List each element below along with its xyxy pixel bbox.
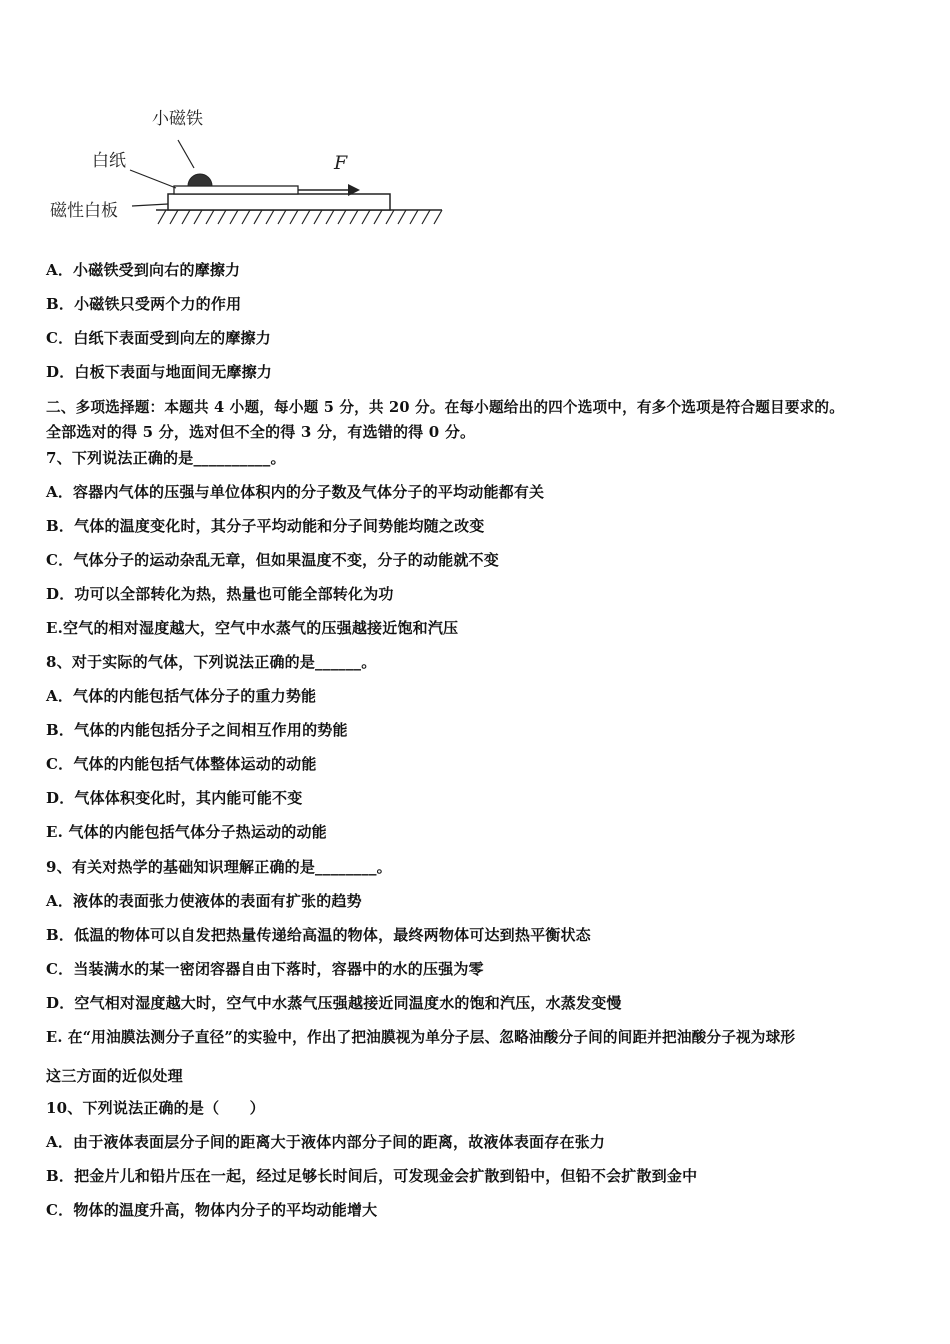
q8-option-a: A．气体的内能包括气体分子的重力势能 <box>46 687 317 705</box>
magnet-board-diagram <box>48 98 448 248</box>
q8-option-d: D．气体体积变化时，其内能可能不变 <box>46 789 303 807</box>
q9-option-e-continued: 这三方面的近似处理 <box>46 1067 183 1085</box>
q7-option-e: E.空气的相对湿度越大，空气中水蒸气的压强越接近饱和汽压 <box>46 619 459 637</box>
q7-option-b: B．气体的温度变化时，其分子平均动能和分子间势能均随之改变 <box>46 517 485 535</box>
q10-option-c: C．物体的温度升高，物体内分子的平均动能增大 <box>46 1201 378 1219</box>
white-paper <box>174 186 298 194</box>
q6-option-a: A．小磁铁受到向右的摩擦力 <box>46 261 241 279</box>
q9-option-e: E. 在“用油膜法测分子直径”的实验中，作出了把油膜视为单分子层、忽略油酸分子间的间距并把油酸分子视为球形 <box>46 1029 796 1046</box>
q6-option-c: C．白纸下表面受到向左的摩擦力 <box>46 329 271 347</box>
q10-stem: 10、下列说法正确的是（ ） <box>46 1099 265 1117</box>
q6-option-d: D．白板下表面与地面间无摩擦力 <box>46 363 273 381</box>
paper-leader <box>130 170 176 188</box>
board-leader <box>132 204 168 206</box>
section2-line1: 二、多项选择题：本题共 4 小题，每小题 5 分，共 20 分。在每小题给出的四个选项中，有多个选项是符合题目要求的。 <box>46 399 844 416</box>
q7-option-c: C．气体分子的运动杂乱无章，但如果温度不变，分子的动能就不变 <box>46 551 499 569</box>
q7-option-d: D．功可以全部转化为热，热量也可能全部转化为功 <box>46 585 394 603</box>
ground-hatching <box>158 210 442 224</box>
q7-option-a: A．容器内气体的压强与单位体积内的分子数及气体分子的平均动能都有关 <box>46 483 545 501</box>
physics-figure <box>48 98 448 248</box>
section2-line2: 全部选对的得 5 分，选对但不全的得 3 分，有选错的得 0 分。 <box>46 423 476 441</box>
q9-stem: 9、有关对热学的基础知识理解正确的是________。 <box>46 858 392 876</box>
q9-option-d: D．空气相对湿度越大时，空气中水蒸气压强越接近同温度水的饱和汽压，水蒸发变慢 <box>46 994 622 1012</box>
q8-option-b: B．气体的内能包括分子之间相互作用的势能 <box>46 721 348 739</box>
q10-option-a: A．由于液体表面层分子间的距离大于液体内部分子间的距离，故液体表面存在张力 <box>46 1133 606 1151</box>
q8-option-c: C．气体的内能包括气体整体运动的动能 <box>46 755 317 773</box>
label-paper: 白纸 <box>92 151 126 171</box>
whiteboard <box>168 194 390 210</box>
q9-option-a: A．液体的表面张力使液体的表面有扩张的趋势 <box>46 892 362 910</box>
q8-stem: 8、对于实际的气体，下列说法正确的是______。 <box>46 653 377 671</box>
label-board: 磁性白板 <box>50 201 118 221</box>
q9-option-b: B．低温的物体可以自发把热量传递给高温的物体，最终两物体可达到热平衡状态 <box>46 926 591 944</box>
magnet-leader <box>178 140 194 168</box>
q8-option-e: E. 气体的内能包括气体分子热运动的动能 <box>46 823 327 841</box>
q10-option-b: B．把金片儿和铅片压在一起，经过足够长时间后，可发现金会扩散到铅中，但铅不会扩散到金中 <box>46 1167 698 1185</box>
q7-stem: 7、下列说法正确的是__________。 <box>46 449 286 467</box>
label-force: F <box>334 152 348 174</box>
label-magnet: 小磁铁 <box>152 109 203 129</box>
small-magnet <box>188 174 212 186</box>
q9-option-c: C．当装满水的某一密闭容器自由下落时，容器中的水的压强为零 <box>46 960 484 978</box>
q6-option-b: B．小磁铁只受两个力的作用 <box>46 295 242 313</box>
